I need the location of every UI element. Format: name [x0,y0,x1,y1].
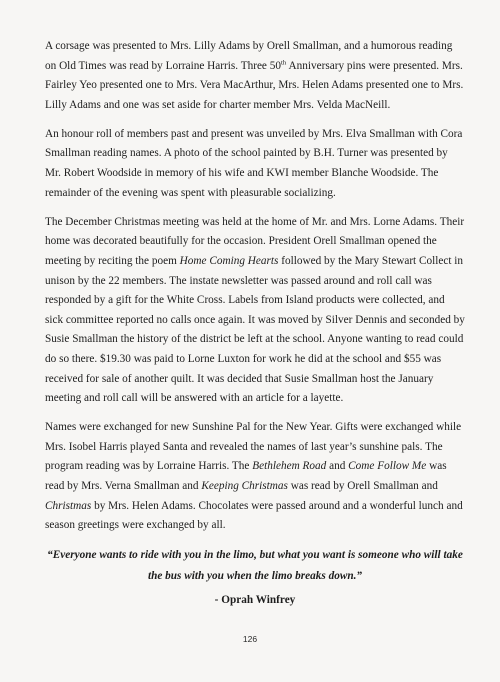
text-run: followed by the Mary Stewart Collect in unison by the 22 members. The instate newsletter was passed around and roll call was responded by a gift for the White Cross. Labels from Island products were collected, and sick committee reported no calls once again. It was moved by Silver Dennis and seconded by Susie Smallman the history of the district be left at the school. Anyone wanting to read could do so there. $19.30 was paid to Lorne Luxton for work he did at the school and $55 was received for sale of another quilt. It was decided that Susie Smallman host the January meeting and roll call will be answered with an article for a layette. [45,254,465,405]
quote: “Everyone wants to ride with you in the limo, but what you want is someone who will take the bus with you when the limo breaks down.” [47,549,463,583]
italic-title: Come Follow Me [348,460,427,473]
italic-title: Bethlehem Road [252,460,327,473]
text-run: was read by Orell Smallman and [287,479,438,492]
paragraph [45,418,465,536]
text-run: Anniversary pins were presented. Mrs. Fairley Yeo presented one to Mrs. Vera MacArthur, Mrs. Helen Adams presented one to Mrs. Lilly Adams and one was set aside for charter member Mrs. Velda MacNeill. [45,59,464,111]
italic-title: Keeping Christmas [201,479,288,492]
text-run: An honour roll of members past and present was unveiled by Mrs. Elva Smallman with Cora Smallman reading names. A photo of the school painted by B.H. Turner was presented by Mr. Robert Woodside in memory of his wife and KWI member Blanche Woodside. The remainder of the evening was spent with pleasurable socializing. [45,127,463,199]
superscript: th [281,58,287,66]
text-run: Names were exchanged for new Sunshine Pal for the New Year. Gifts were exchanged while Mrs. Isobel Harris played Santa and revealed the names of last year’s sunshine pals. The program reading was by Lorraine Harris. The [45,421,462,473]
text-run: by Mrs. Helen Adams. Chocolates were passed around and a wonderful lunch and season greetings were exchanged by all. [45,499,463,532]
text-run: The December Christmas meeting was held at the home of Mr. and Mrs. Lorne Adams. Their home was decorated beautifully for the occasion. President Orell Smallman opened the meeting by reciting the poem [45,215,465,267]
italic-title: Home Coming Hearts [179,254,279,267]
quote-attribution: - Oprah Winfrey [214,594,296,607]
text-run: was read by Mrs. Verna Smallman and [45,460,447,492]
text-run: A corsage was presented to Mrs. Lilly Adams by Orell Smallman, and a humorous reading on Old Times was read by Lorraine Harris. Three 50 [45,40,453,72]
paragraph [45,125,465,203]
italic-title: Christmas [45,499,92,512]
paragraph [45,213,465,409]
text-run: and [326,460,349,473]
page-number: 126 [242,634,258,644]
body-text [45,37,465,611]
paragraph [45,37,465,115]
